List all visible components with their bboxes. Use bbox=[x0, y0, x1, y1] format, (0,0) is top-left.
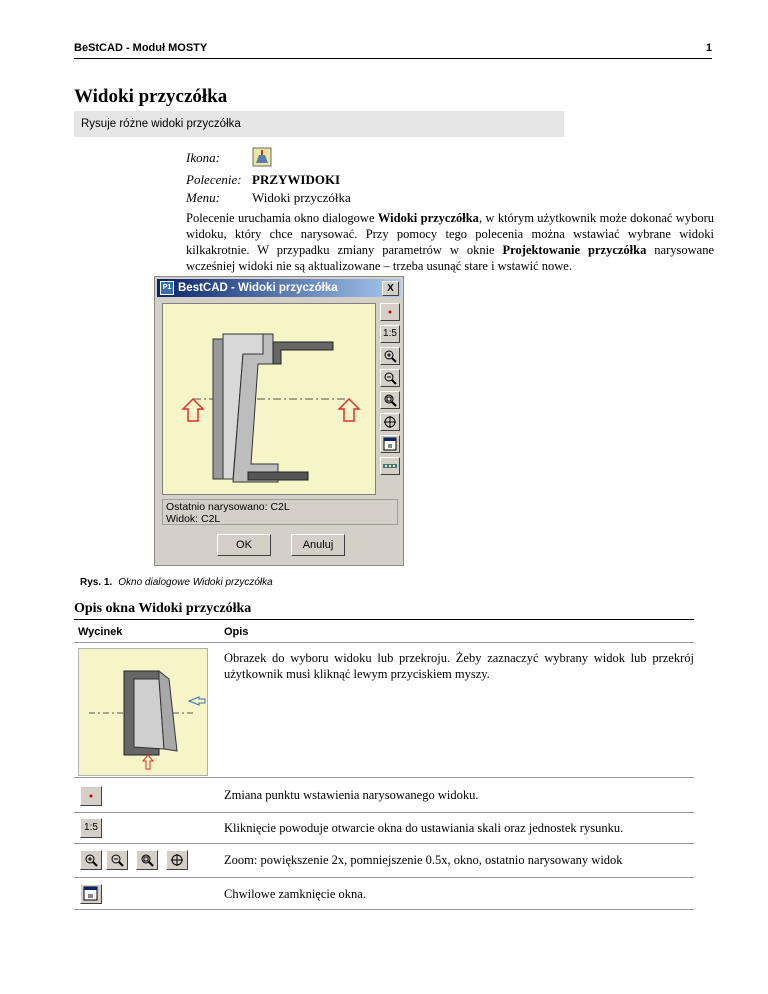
row-description: Zoom: powiększenie 2x, pomniejszenie 0.5x, okno, ostatnio narysowany widok bbox=[224, 853, 623, 867]
command-icon bbox=[252, 147, 272, 171]
hide-window-button[interactable] bbox=[380, 435, 400, 453]
para-text-1: Polecenie uruchamia okno dialogowe bbox=[186, 211, 378, 225]
section-rule bbox=[74, 619, 694, 620]
column-header-snippet: Wycinek bbox=[78, 626, 123, 638]
zoom-out-icon bbox=[383, 371, 397, 385]
section-title: Opis okna Widoki przyczółka bbox=[74, 601, 252, 616]
row-divider bbox=[74, 877, 694, 878]
zoom-last-button[interactable] bbox=[380, 413, 400, 431]
para-bold-1: Widoki przyczółka bbox=[377, 211, 479, 225]
figure-number: Rys. 1. bbox=[80, 577, 113, 588]
row-divider bbox=[74, 777, 694, 778]
ok-button[interactable]: OK bbox=[217, 534, 271, 556]
status-panel bbox=[162, 499, 398, 525]
row-divider bbox=[74, 843, 694, 844]
window-icon bbox=[83, 886, 99, 902]
options-button[interactable] bbox=[380, 457, 400, 475]
window-icon bbox=[383, 437, 397, 451]
zoom-window-button[interactable] bbox=[380, 391, 400, 409]
right-view-arrow bbox=[339, 399, 359, 421]
description-paragraph bbox=[186, 210, 714, 274]
command-label: Polecenie: bbox=[186, 172, 242, 187]
zoom-out-snippet bbox=[106, 850, 128, 870]
close-button[interactable]: X bbox=[382, 281, 399, 296]
toolbar-icon bbox=[383, 459, 397, 473]
menu-value: Widoki przyczółka bbox=[252, 190, 351, 205]
page-header bbox=[74, 40, 712, 59]
row-divider bbox=[74, 909, 694, 910]
dialog-window bbox=[154, 276, 404, 566]
summary-box: Rysuje różne widoki przyczółka bbox=[74, 111, 564, 137]
zoom-window-icon bbox=[139, 852, 155, 868]
scale-button[interactable]: 1:5 bbox=[380, 325, 400, 343]
zoom-extents-icon bbox=[383, 415, 397, 429]
dialog-titlebar[interactable] bbox=[157, 279, 401, 297]
para-bold-2: Projektowanie przyczółka bbox=[502, 243, 647, 257]
insertion-point-snippet bbox=[80, 786, 102, 806]
row-description: Zmiana punktu wstawienia narysowanego widoku. bbox=[224, 788, 479, 802]
zoom-out-button[interactable] bbox=[380, 369, 400, 387]
zoom-out-icon bbox=[109, 852, 125, 868]
zoom-in-icon bbox=[383, 349, 397, 363]
page-number: 1 bbox=[705, 42, 712, 54]
hide-window-snippet bbox=[80, 884, 102, 904]
cancel-button[interactable]: Anuluj bbox=[291, 534, 345, 556]
left-view-arrow bbox=[183, 399, 203, 421]
scale-button-snippet: 1:5 bbox=[80, 818, 102, 838]
abutment-drawing bbox=[163, 304, 375, 494]
dialog-title: BestCAD - Widoki przyczółka bbox=[178, 282, 338, 294]
snippet-drawing bbox=[79, 649, 207, 775]
row-divider bbox=[74, 812, 694, 813]
menu-label: Menu: bbox=[186, 190, 220, 205]
row-description: Obrazek do wyboru widoku lub przekroju. Żeby zaznaczyć wybrany widok lub przekrój użytkownik musi kliknąć lewym przyciskiem myszy. bbox=[224, 651, 694, 681]
figure-caption bbox=[80, 577, 273, 588]
command-value: PRZYWIDOKI bbox=[252, 172, 341, 187]
zoom-last-snippet bbox=[166, 850, 188, 870]
view-selection-canvas[interactable] bbox=[162, 303, 376, 495]
row-description: Chwilowe zamknięcie okna. bbox=[224, 887, 366, 901]
insertion-point-button[interactable] bbox=[380, 303, 400, 321]
column-header-description: Opis bbox=[224, 626, 249, 638]
zoom-in-icon bbox=[83, 852, 99, 868]
header-title: BeStCAD - Moduł MOSTY bbox=[74, 42, 208, 54]
zoom-extents-icon bbox=[169, 852, 185, 868]
zoom-window-snippet bbox=[136, 850, 158, 870]
zoom-in-button[interactable] bbox=[380, 347, 400, 365]
snippet-canvas bbox=[78, 648, 208, 776]
view-text: Widok: C2L bbox=[166, 513, 221, 525]
last-drawn-text: Ostatnio narysowano: C2L bbox=[166, 501, 290, 513]
row-description: Kliknięcie powoduje otwarcie okna do ustawiania skali oraz jednostek rysunku. bbox=[224, 821, 624, 835]
para-text-2: , w którym użytkownik może dokonać wyboru widoku, który chce narysować. Przy pomocy tego polecenia można wstawiać wybrane widoki kilkakrotnie. W przypadku zmiany parametrów w oknie bbox=[186, 211, 714, 257]
zoom-window-icon bbox=[383, 393, 397, 407]
zoom-in-snippet bbox=[80, 850, 102, 870]
app-icon: P1 bbox=[160, 281, 174, 295]
page-title: Widoki przyczółka bbox=[74, 86, 228, 107]
icon-label: Ikona: bbox=[186, 150, 220, 165]
table-header-line bbox=[74, 642, 694, 643]
para-text-3: narysowane wcześniej widoki nie są aktualizowane – trzeba usunąć stare i wstawić nowe. bbox=[186, 243, 715, 273]
figure-caption-text: Okno dialogowe Widoki przyczółka bbox=[118, 577, 273, 588]
